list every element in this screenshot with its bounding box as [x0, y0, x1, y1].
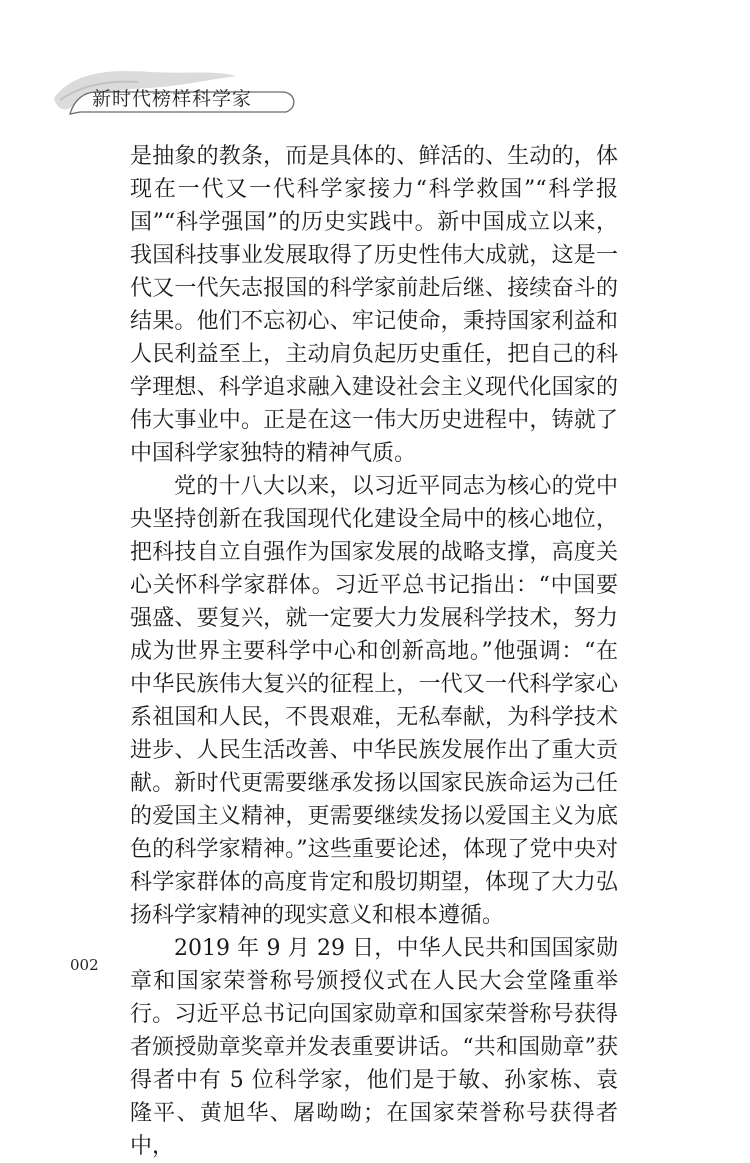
- running-header: [40, 62, 300, 122]
- page-number: 002: [70, 956, 99, 974]
- paragraph: 党的十八大以来，以习近平同志为核心的党中央坚持创新在我国现代化建设全局中的核心地位，把科技自立自强作为国家发展的战略支撑，高度关心关怀科学家群体。习近平总书记指出：“中国要强盛、要复兴，就一定要大力发展科学技术，努力成为世界主要科学中心和创新高地。”他强调：“在中华民族伟大复兴的征程上，一代又一代科学家心系祖国和人民，不畏艰难，无私奉献，为科学技术进步、人民生活改善、中华民族发展作出了重大贡献。新时代更需要继承发扬以国家民族命运为己任的爱国主义精神，更需要继续发扬以爱国主义为底色的科学家精神。”这些重要论述，体现了党中央对科学家群体的高度肯定和殷切期望，体现了大力弘扬科学家精神的现实意义和根本遵循。: [130, 474, 618, 928]
- paragraph-continued: 是抽象的教条，而是具体的、鲜活的、生动的，体现在一代又一代科学家接力“科学救国”“科学报国”“科学强国”的历史实践中。新中国成立以来，我国科技事业发展取得了历史性伟大成就，这是一代又一代矢志报国的科学家前赴后继、接续奋斗的结果。他们不忘初心、牢记使命，秉持国家利益和人民利益至上，主动肩负起历史重任，把自己的科学理想、科学追求融入建设社会主义现代化国家的伟大事业中。正是在这一伟大历史进程中，铸就了中国科学家独特的精神气质。: [130, 144, 618, 466]
- running-header-title: 新时代榜样科学家: [92, 88, 253, 110]
- body-text: [130, 140, 618, 1163]
- paragraph: 2019 年 9 月 29 日，中华人民共和国国家勋章和国家荣誉称号颁授仪式在人民大会堂隆重举行。习近平总书记向国家勋章和国家荣誉称号获得者颁授勋章奖章并发表重要讲话。“共和国勋章”获得者中有 5 位科学家，他们是于敏、孙家栋、袁隆平、黄旭华、屠呦呦；在国家荣誉称号获得者中，: [130, 936, 618, 1159]
